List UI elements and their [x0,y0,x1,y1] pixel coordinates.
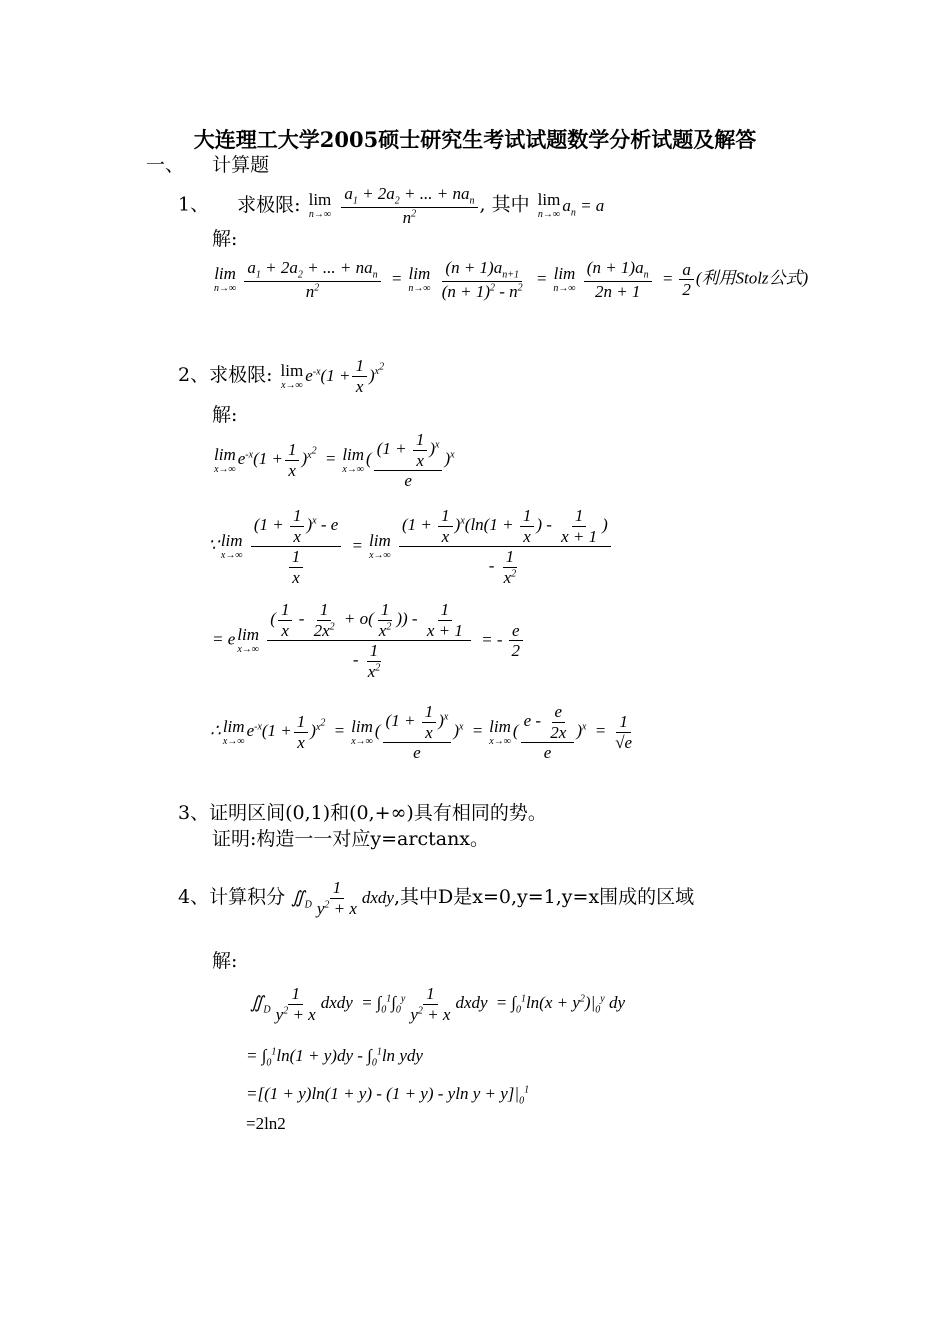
problem-2-step-3: = e lim x→∞ ( $\frac{1}{x}$ - $\frac{1}{2x^2}$ + o( $\frac{1}{x^2}$ )) - $\frac{1}{x + 1}$ - $\frac{1}{x^2}$ = - $\frac{e}{2}$ [212,600,525,681]
fraction: $\frac{1}{x^2}$ [503,547,517,587]
stolz-note: (利用Stolz公式) [695,268,809,288]
fraction: $\frac{a_1 + 2a_2 + ... + na_n}{n^2}$ [244,258,380,301]
problem-1-prompt: 求极限: [237,193,301,216]
fraction: $\frac{1}{x}$ [520,506,535,546]
fraction: $\frac{e}{2}$ [509,621,524,661]
fraction: $\frac{1}{y^2 + x}$ [275,984,316,1024]
limit: lim x→∞ [351,716,373,747]
limit: lim x→∞ [222,716,245,747]
problem-3-prompt: 证明区间(0,1)和(0,+∞)具有相同的势。 [209,802,547,824]
limit: lim x→∞ [220,531,243,562]
fraction: (1 + $\frac{1}{x}$ )$^x$ e [374,430,443,491]
section-heading [146,150,269,177]
limit: lim n→∞ [308,190,332,221]
problem-4-result: =2ln2 [246,1114,286,1133]
problem-4: 4、计算积分 $∬_D$ $\frac{1}{y^2 + x}$ dxdy,其中D是x=0,y=1,y=x围成的区域 [178,878,695,918]
limit: lim x→∞ [237,625,260,656]
problem-2-answer-label: 解: [212,404,238,426]
limit: lim x→∞ [489,716,511,747]
fraction: e - $\frac{e}{2x}$ e [521,702,575,763]
fraction: $\frac{1}{x}$ [290,506,305,546]
fraction: (1 + $\frac{1}{x}$ )$^x$ - e $\frac{1}{x}$ [251,506,341,587]
limit: lim x→∞ [342,444,365,475]
fraction: $\frac{(n + 1)a_n}{2n + 1}$ [584,258,652,301]
problem-4-step-1: $∬_D$ $\frac{1}{y^2 + x}$ dxdy = $\int_0^1\int_0^y$ $\frac{1}{y^2 + x}$ dxdy = $\int_0^1\ln(x + y^2)|_0^y$ dy [250,984,625,1024]
fraction: $\frac{1}{x}$ [294,712,309,752]
fraction: $\frac{1}{y^2 + x}$ [316,878,357,918]
fraction: $\frac{1}{x}$ [289,547,304,587]
section-number: 一、 [146,154,185,176]
fraction: $\frac{a_1 + 2a_2 + ... + na_n}{n^2}$ [341,184,477,227]
problem-3-proof: 证明:构造一一对应y=arctanx。 [212,828,490,850]
fraction: $\frac{1}{x^2}$ [378,600,392,640]
problem-1-answer-label: 解: [212,228,238,250]
fraction: $\frac{1}{2x^2}$ [313,600,335,640]
fraction: $\frac{1}{x}$ [285,440,300,480]
limit: lim n→∞ [214,264,237,295]
limit: lim x→∞ [214,444,236,475]
fraction: $\frac{1}{√e}$ [615,712,633,752]
fraction: $\frac{a}{2}$ [679,260,694,300]
problem-3 [178,798,547,825]
fraction: (1 + $\frac{1}{x}$ )$^x$ e [383,702,452,763]
problem-3-number: 3、 [178,802,210,824]
problem-1-condition: 其中 [491,193,530,216]
fraction: $\frac{1}{x + 1}$ [426,600,463,640]
fraction: $\frac{(n + 1)a_{n+1}}{(n + 1)^2 - n^2}$ [441,258,523,301]
fraction: ( $\frac{1}{x}$ - $\frac{1}{2x^2}$ + o( $\frac{1}{x^2}$ )) - $\frac{1}{x + 1}$ - $\frac{1}{x^2}$ [267,600,471,681]
problem-2-step-2: ∵ lim x→∞ (1 + $\frac{1}{x}$ )$^x$ - e $\frac{1}{x}$ = lim x→∞ (1 + $\frac{1}{x}$ )$^x$(ln(1 + $\frac{1}{x}$ ) - $\frac{1}{x + 1}$ ) - $\frac{1}{x^2}$ [208,506,613,587]
problem-4-number: 4、 [178,886,210,909]
fraction: (1 + $\frac{1}{x}$ )$^x$(ln(1 + $\frac{1}{x}$ ) - $\frac{1}{x + 1}$ ) - $\frac{1}{x^2}$ [399,506,611,587]
problem-4-condition: ,其中D是x=0,y=1,y=x围成的区域 [393,886,695,909]
problem-2: 2、求极限: lim x→∞ $e^{-x}(1$ + $\frac{1}{x}$ )$^{x^2}$ [178,356,385,396]
fraction: $\frac{1}{x}$ [278,600,293,640]
section-label: 计算题 [212,154,270,176]
limit: lim x→∞ [369,531,391,562]
fraction: $\frac{1}{x}$ [352,356,367,396]
problem-1-number: 1、 [178,193,210,216]
fraction: $\frac{1}{y^2 + x}$ [410,984,451,1024]
limit: lim x→∞ [280,360,304,391]
problem-1: 1、 求极限: lim n→∞ $\frac{a_1 + 2a_2 + ... + na_n}{n^2}$ , 其中 lim n→∞ $a_n = a$ [178,184,605,227]
limit: lim n→∞ [537,190,561,221]
problem-2-step-1: lim x→∞ $e^{-x}(1$ + $\frac{1}{x}$ )$^{x^2}$ = lim x→∞ ( (1 + $\frac{1}{x}$ )$^x$ e )$^x$ [214,430,455,491]
limit: lim n→∞ [408,264,431,295]
document-title: 大连理工大学2005硕士研究生考试试题数学分析试题及解答 [193,127,757,152]
fraction: $\frac{e}{2x}$ [550,702,567,742]
fraction: $\frac{1}{x}$ [413,430,428,470]
problem-1-solution: lim n→∞ $\frac{a_1 + 2a_2 + ... + na_n}{n^2}$ = lim n→∞ $\frac{(n + 1)a_{n+1}}{(n + 1)^2 - n^2}$ = lim n→∞ $\frac{(n + 1)a_n}{2n + 1}$ = $\frac{a}{2}$ (利用Stolz公式) [214,258,809,301]
problem-2-step-4: ∴ lim x→∞ $e^{-x}(1$ + $\frac{1}{x}$ )$^{x^2}$ = lim x→∞ ( (1 + $\frac{1}{x}$ )$^x$ e )$^x$ = lim x→∞ ( e - $\frac{e}{2x}$ e )$^x$ = $\frac{1}{√e}$ [210,702,637,763]
fraction: $\frac{1}{x}$ [438,506,453,546]
problem-4-step-3: =[(1 + y)ln(1 + y) - (1 + y) - yln $y + y]|_0^1$ [246,1084,530,1107]
problem-4-step-2: = $\int_0^1\ln(1 + y)dy - \int_0^1\ln$ ydy [246,1046,423,1069]
problem-4-answer-label: 解: [212,950,238,972]
fraction: $\frac{1}{x + 1}$ [561,506,598,546]
problem-2-number: 2、 [178,364,210,387]
limit: lim n→∞ [553,264,576,295]
problem-4-prompt: 计算积分 [209,886,286,909]
fraction: $\frac{1}{x}$ [422,702,437,742]
problem-2-prompt: 求极限: [209,364,273,387]
fraction: $\frac{1}{x^2}$ [367,641,381,681]
